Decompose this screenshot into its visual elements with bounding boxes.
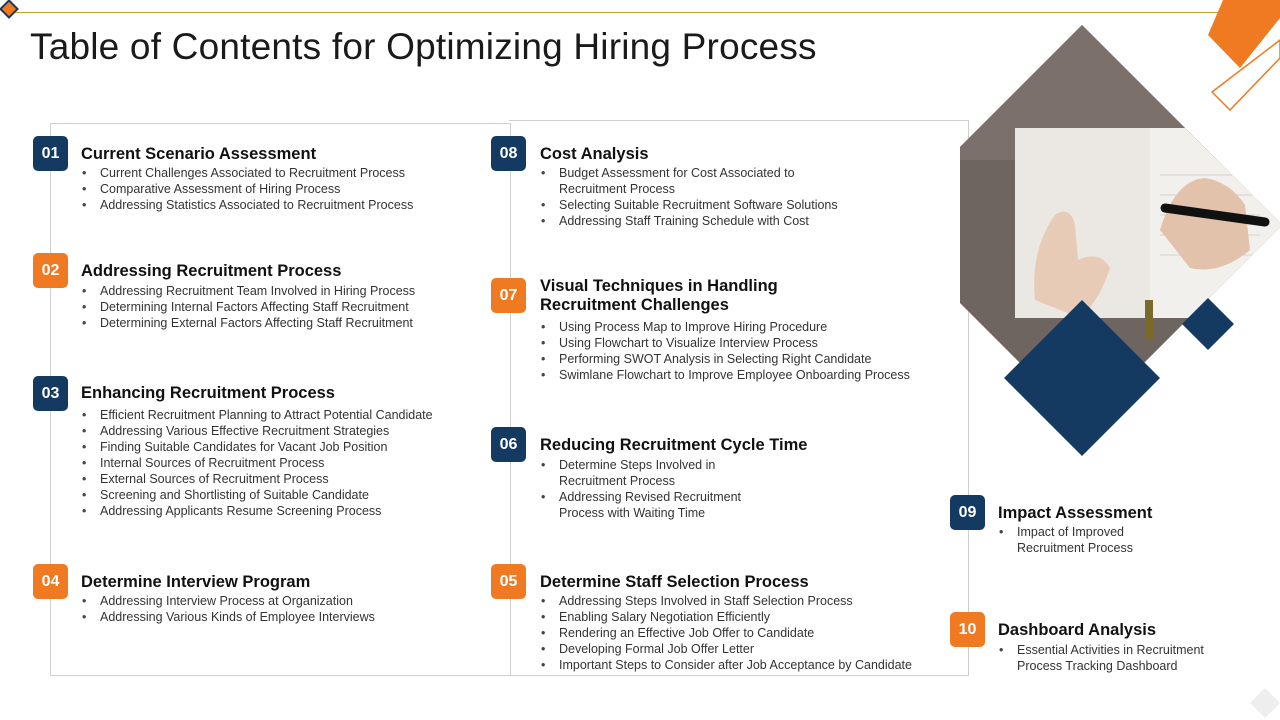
orange-stripe bbox=[1208, 0, 1280, 68]
section-heading: Dashboard Analysis bbox=[998, 621, 1157, 639]
list-item: • Determine Steps Involved in bbox=[540, 457, 741, 473]
list-item: • Rendering an Effective Job Offer to Candidate bbox=[540, 625, 912, 641]
section-heading: Addressing Recruitment Process bbox=[81, 262, 342, 280]
list-item: • Addressing Interview Process at Organization bbox=[81, 593, 375, 609]
section-number-badge: 08 bbox=[491, 136, 526, 171]
section-bullets bbox=[998, 524, 1133, 556]
list-item: • Budget Assessment for Cost Associated to bbox=[540, 165, 838, 181]
list-item: • Internal Sources of Recruitment Process bbox=[81, 455, 433, 471]
list-item-continuation: Process with Waiting Time bbox=[559, 506, 706, 520]
section-heading: Determine Interview Program bbox=[81, 573, 311, 591]
list-item: • Addressing Recruitment Team Involved in Hiring Process bbox=[81, 283, 415, 299]
list-item: • Efficient Recruitment Planning to Attract Potential Candidate bbox=[81, 407, 433, 423]
list-item: • Current Challenges Associated to Recruitment Process bbox=[81, 165, 413, 181]
corner-diamond-decoration bbox=[0, 0, 19, 19]
list-item-continuation: Process Tracking Dashboard bbox=[1017, 659, 1178, 673]
section-bullets bbox=[540, 165, 838, 229]
list-item: • Comparative Assessment of Hiring Process bbox=[81, 181, 413, 197]
decorative-graphics bbox=[960, 0, 1280, 720]
section-heading: Impact Assessment bbox=[998, 504, 1153, 522]
list-item: • Selecting Suitable Recruitment Software Solutions bbox=[540, 197, 838, 213]
list-item: • Using Process Map to Improve Hiring Procedure bbox=[540, 319, 910, 335]
list-item: • Using Flowchart to Visualize Interview Process bbox=[540, 335, 910, 351]
list-item-continuation: Recruitment Process bbox=[1017, 541, 1134, 555]
list-item: • Addressing Statistics Associated to Recruitment Process bbox=[81, 197, 413, 213]
section-number-badge: 06 bbox=[491, 427, 526, 462]
section-heading: Cost Analysis bbox=[540, 145, 649, 163]
section-bullets bbox=[81, 283, 415, 331]
page-title: Table of Contents for Optimizing Hiring Process bbox=[30, 26, 817, 67]
faint-corner-diamond bbox=[1250, 688, 1280, 718]
section-number-badge: 02 bbox=[33, 253, 68, 288]
list-item: • Determining External Factors Affecting Staff Recruitment bbox=[81, 315, 415, 331]
section-number-badge: 01 bbox=[33, 136, 68, 171]
list-item: • Enabling Salary Negotiation Efficiently bbox=[540, 609, 912, 625]
list-item: • Important Steps to Consider after Job Acceptance by Candidate bbox=[540, 657, 912, 673]
section-heading-line-2: Recruitment Challenges bbox=[540, 296, 729, 314]
section-bullets bbox=[81, 165, 413, 213]
section-heading: Determine Staff Selection Process bbox=[540, 573, 809, 591]
list-item: • Swimlane Flowchart to Improve Employee Onboarding Process bbox=[540, 367, 910, 383]
list-item: • Impact of Improved bbox=[998, 524, 1133, 540]
list-item: • Finding Suitable Candidates for Vacant Job Position bbox=[81, 439, 433, 455]
list-item: • External Sources of Recruitment Process bbox=[81, 471, 433, 487]
list-item: • Addressing Revised Recruitment bbox=[540, 489, 741, 505]
list-item: • Addressing Various Effective Recruitment Strategies bbox=[81, 423, 433, 439]
list-item: • Developing Formal Job Offer Letter bbox=[540, 641, 912, 657]
section-heading: Enhancing Recruitment Process bbox=[81, 384, 335, 402]
list-item: • Screening and Shortlisting of Suitable Candidate bbox=[81, 487, 433, 503]
section-bullets bbox=[540, 457, 741, 521]
section-bullets bbox=[540, 319, 910, 383]
list-item: • Addressing Various Kinds of Employee Interviews bbox=[81, 609, 375, 625]
section-number-badge: 04 bbox=[33, 564, 68, 599]
list-item-continuation: Recruitment Process bbox=[559, 474, 676, 488]
list-item: • Addressing Staff Training Schedule with Cost bbox=[540, 213, 838, 229]
section-number-badge: 03 bbox=[33, 376, 68, 411]
section-bullets bbox=[81, 593, 375, 625]
list-item: • Essential Activities in Recruitment bbox=[998, 642, 1204, 658]
section-number-badge: 09 bbox=[950, 495, 985, 530]
list-item-continuation: Recruitment Process bbox=[559, 182, 676, 196]
list-item: • Addressing Steps Involved in Staff Selection Process bbox=[540, 593, 912, 609]
section-bullets bbox=[998, 642, 1204, 674]
section-number-badge: 05 bbox=[491, 564, 526, 599]
section-bullets bbox=[81, 407, 433, 519]
section-bullets bbox=[540, 593, 912, 673]
section-heading: Visual Techniques in Handling bbox=[540, 277, 778, 295]
list-item: • Determining Internal Factors Affecting Staff Recruitment bbox=[81, 299, 415, 315]
list-item: • Addressing Applicants Resume Screening Process bbox=[81, 503, 433, 519]
section-number-badge: 07 bbox=[491, 278, 526, 313]
list-item: • Performing SWOT Analysis in Selecting Right Candidate bbox=[540, 351, 910, 367]
section-heading: Reducing Recruitment Cycle Time bbox=[540, 436, 808, 454]
section-number-badge: 10 bbox=[950, 612, 985, 647]
section-heading: Current Scenario Assessment bbox=[81, 145, 317, 163]
